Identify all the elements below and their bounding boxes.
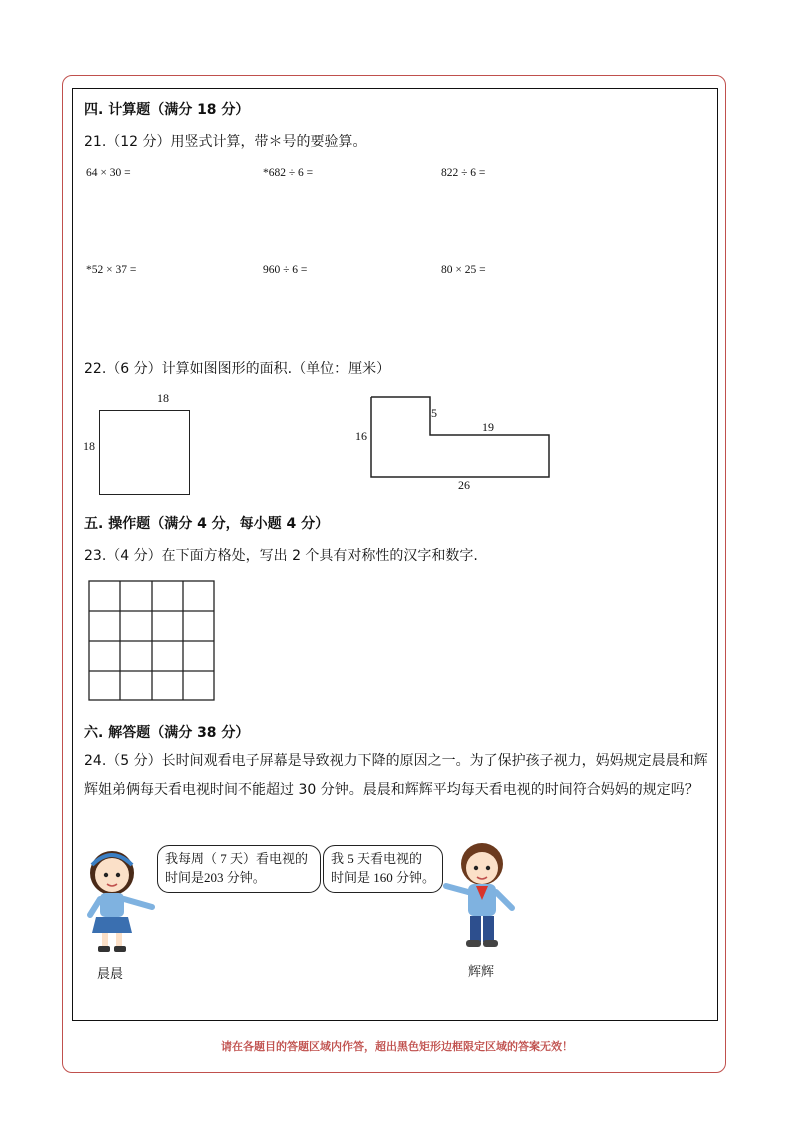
- l-shape-bottom-label: 26: [458, 478, 470, 492]
- section-4-title: 四. 计算题（满分 18 分）: [84, 102, 250, 118]
- expression-1: 64 × 30 =: [86, 167, 131, 179]
- girl-speech-bubble: [157, 845, 321, 893]
- question-24: 24.（5 分）长时间观看电子屏幕是导致视力下降的原因之一。为了保护孩子视力，妈妈规定晨晨和辉辉姐弟俩每天看电视时间不能超过 30 分钟。晨晨和辉辉平均每天看电视的时间符合妈妈的规定吗？: [84, 753, 708, 798]
- footer-notice: 请在各题目的答题区域内作答，超出黑色矩形边框限定区域的答案无效！: [221, 1040, 573, 1053]
- question-22: 22.（6 分）计算如图图形的面积.（单位：厘米）: [84, 361, 391, 377]
- l-shape-outline: [371, 397, 549, 477]
- expression-4: *52 × 37 =: [86, 264, 137, 276]
- girl-name: 晨晨: [97, 967, 124, 982]
- section-5-title: 五. 操作题（满分 4 分，每小题 4 分）: [84, 516, 330, 532]
- expression-2: *682 ÷ 6 =: [263, 167, 314, 179]
- expression-5: 960 ÷ 6 =: [263, 264, 308, 276]
- question-23: 23.（4 分）在下面方格处，写出 2 个具有对称性的汉字和数字.: [84, 548, 478, 564]
- section-6-title: 六. 解答题（满分 38 分）: [84, 725, 250, 741]
- boy-bubble-line-2: 时间是 160 分钟。: [331, 870, 436, 885]
- square-left-label: 18: [83, 439, 95, 453]
- question-21: 21.（12 分）用竖式计算，带＊号的要验算。: [84, 134, 367, 150]
- boy-huihui-illustration: [440, 840, 520, 958]
- square-top-label: 18: [157, 391, 169, 405]
- expression-6: 80 × 25 =: [441, 264, 486, 276]
- boy-name: 辉辉: [468, 965, 495, 980]
- girl-bubble-line-1: 我每周（ 7 天）看电视的: [165, 851, 309, 866]
- girl-chenchen-illustration: [80, 835, 160, 965]
- expression-3: 822 ÷ 6 =: [441, 167, 486, 179]
- girl-bubble-line-2: 时间是203 分钟。: [165, 870, 266, 885]
- boy-speech-bubble: [323, 845, 443, 893]
- l-shape-left-label: 16: [355, 429, 367, 443]
- l-shape-step-label: 19: [482, 420, 494, 434]
- l-shape-notch-label: 5: [431, 406, 437, 420]
- boy-bubble-line-1: 我 5 天看电视的: [331, 851, 423, 866]
- writing-grid[interactable]: [88, 580, 216, 702]
